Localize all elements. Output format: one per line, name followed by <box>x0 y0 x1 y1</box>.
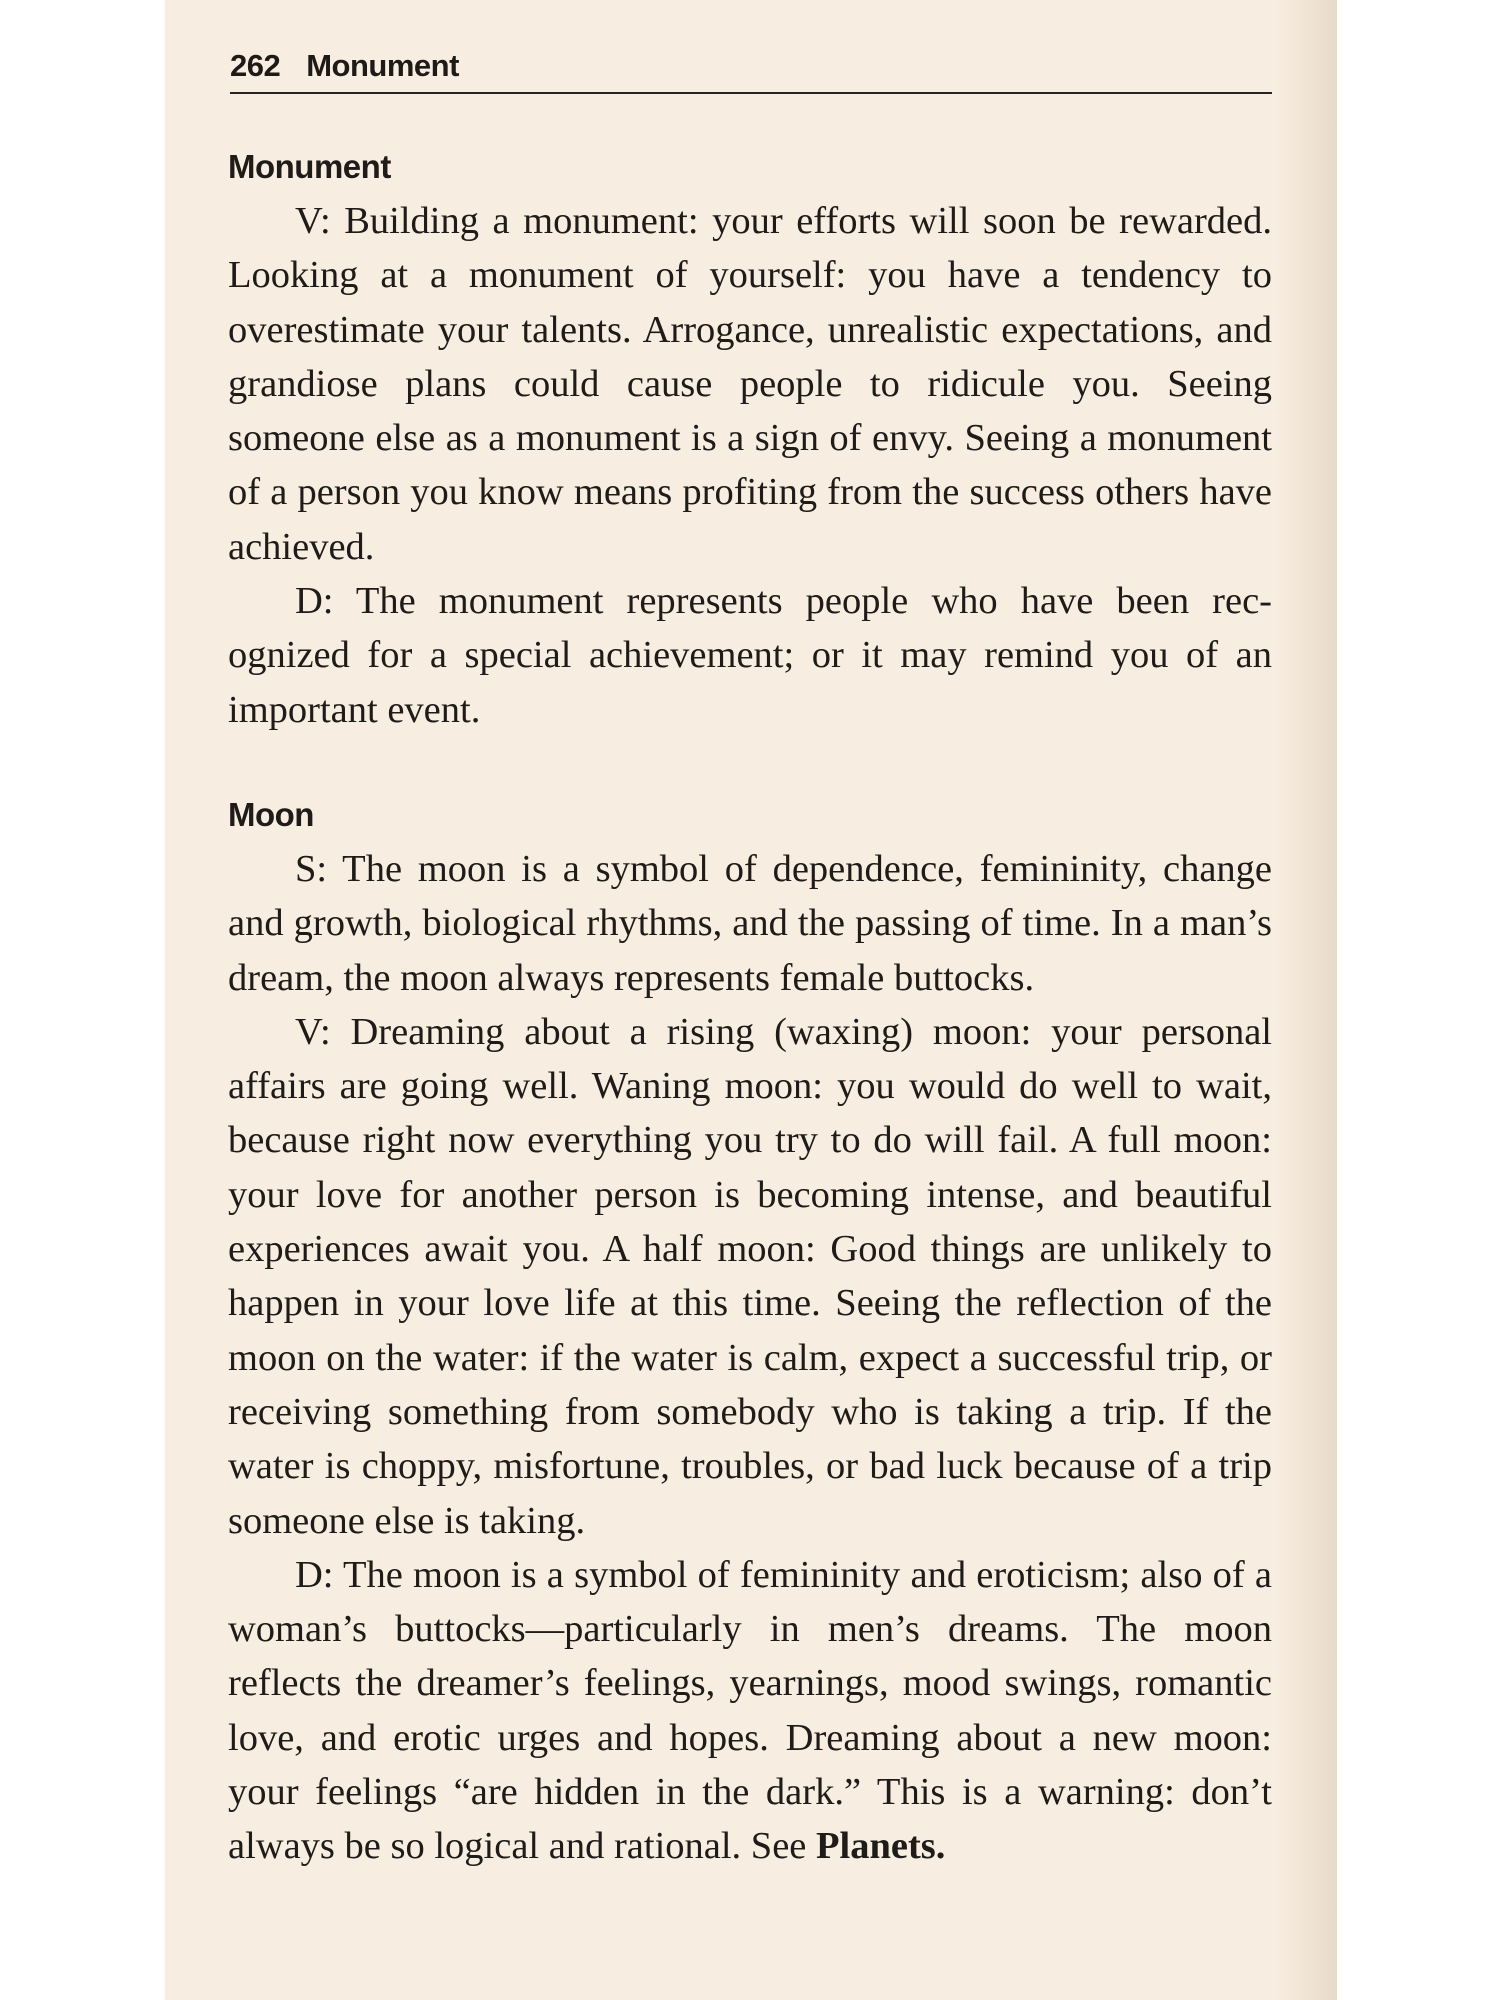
entry-paragraph: D: The monument represents people who have been recognized for a special achievement; or it may remind you of an important event. <box>228 580 1272 731</box>
entry-moon <box>228 788 1272 1874</box>
entry-paragraph <box>228 1548 1272 1874</box>
page-number: 262 <box>230 48 281 83</box>
running-head <box>230 48 1272 94</box>
entry-paragraph: V: Dreaming about a rising (waxing) moon: your personal affairs are going well. Waning moon: you would do well to wait, because right now everything you try to do will fail. A full moon: your love for another person is becoming intense, and beautiful experiences await you. A half moon: Good things are unlikely to happen in your love life at this time. Seeing the reflection of the moon on the water: if the water is calm, expect a successful trip, or receiving something from somebody who is taking a trip. If the water is choppy, misfortune, troubles, or bad luck because of a trip someone else is taking. <box>228 1010 1272 1542</box>
page-gutter-shadow <box>1277 0 1337 2000</box>
entry-title: Moon <box>228 795 314 833</box>
running-title: Monument <box>306 48 459 83</box>
book-page <box>165 0 1337 2000</box>
entry-title: Monument <box>228 148 391 185</box>
entry-paragraph: V: Building a monument: your efforts will soon be rewarded. Looking at a monument of yourself: you have a tendency to overestimate your talents. Arrogance, unrealistic expectations, and grandiose plans could cause people to ridicule you. Seeing someone else as a monument is a sign of envy. Seeing a monument of a person you know means profiting from the success others have achieved. <box>228 200 1272 568</box>
cross-reference: Planets. <box>816 1825 946 1868</box>
entry-paragraph-text: D: The moon is a symbol of femininity and eroticism; also of a woman’s buttocks—particularly in men’s dreams. The moon reflects the dreamer’s feelings, yearnings, mood swings, romantic love, and erotic urges and hopes. Dreaming about a new moon: your feelings “are hidden in the dark.” This is a warning: don’t always be so logical and rational. See <box>228 1553 1272 1868</box>
entry-monument <box>228 140 1272 737</box>
entry-paragraph: S: The moon is a symbol of dependence, femininity, change and growth, biological rhythms, and the passing of time. In a man’s dream, the moon always represents female buttocks. <box>228 847 1272 999</box>
page-content <box>228 140 1272 1874</box>
